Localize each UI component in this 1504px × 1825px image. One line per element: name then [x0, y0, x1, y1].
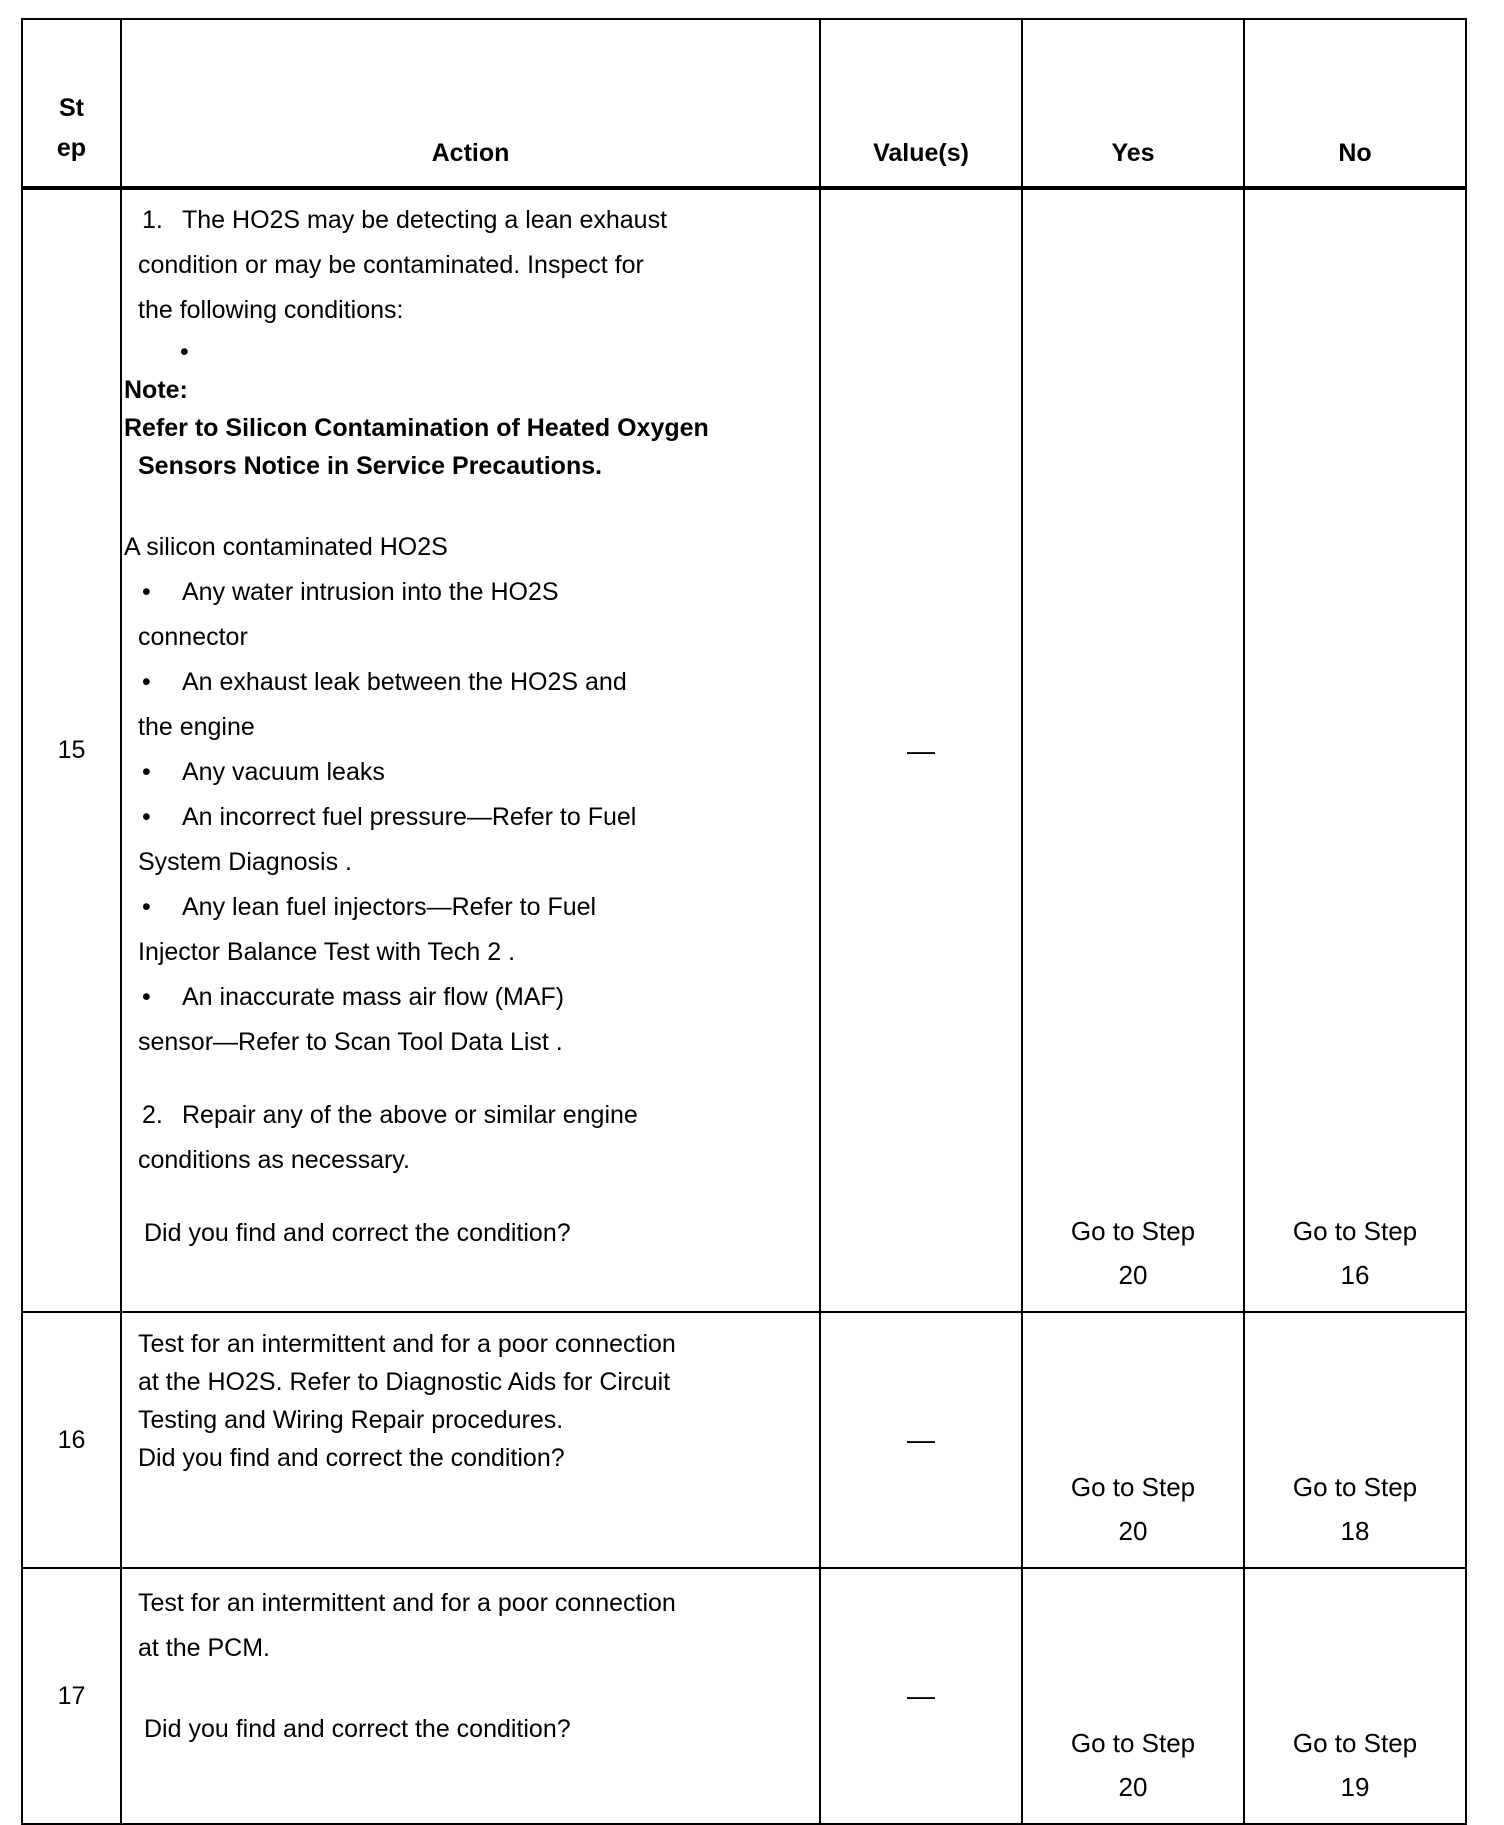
action-line	[122, 198, 811, 243]
bullet-continuation: connector	[138, 623, 248, 651]
action-question: Did you find and correct the condition?	[144, 1219, 571, 1247]
action-cell	[121, 1312, 820, 1568]
no-cell	[1244, 188, 1466, 1312]
bullet-item	[122, 660, 811, 705]
bullet-marker: •	[142, 668, 151, 696]
action-cell	[121, 1568, 820, 1824]
bullet-marker: •	[142, 803, 151, 831]
bullet-continuation: sensor—Refer to Scan Tool Data List .	[138, 1028, 563, 1056]
no-step-number: 18	[1340, 1516, 1370, 1546]
table-row-step-17	[22, 1568, 1466, 1824]
yes-go-to-label: Go to Step	[1070, 1472, 1196, 1502]
table-row-step-16	[22, 1312, 1466, 1568]
action-line: A silicon contaminated HO2S	[124, 533, 448, 561]
header-action: Action	[121, 19, 820, 188]
bullet-text: An incorrect fuel pressure—Refer to Fuel	[182, 803, 637, 831]
action-text: Repair any of the above or similar engine	[182, 1101, 638, 1129]
bullet-item	[122, 750, 811, 795]
list-number: 2.	[142, 1101, 163, 1129]
note-label: Note:	[124, 376, 188, 404]
bullet-item	[122, 795, 811, 840]
bullet-continuation: the engine	[138, 713, 255, 741]
yes-go-to-label: Go to Step	[1070, 1728, 1196, 1758]
yes-step-number: 20	[1118, 1516, 1148, 1546]
yes-cell	[1022, 1568, 1244, 1824]
no-step-number: 16	[1340, 1260, 1370, 1290]
no-cell	[1244, 1312, 1466, 1568]
header-yes: Yes	[1022, 19, 1244, 188]
action-line: at the PCM.	[138, 1634, 270, 1662]
value-cell: —	[820, 1312, 1022, 1568]
bullet-continuation: Injector Balance Test with Tech 2 .	[138, 938, 516, 966]
bullet-text: Any water intrusion into the HO2S	[182, 578, 559, 606]
note-text: Sensors Notice in Service Precautions.	[138, 452, 603, 480]
value-cell: —	[820, 1568, 1022, 1824]
no-step-number: 19	[1340, 1772, 1370, 1802]
bullet-marker: •	[180, 338, 189, 366]
bullet-text: An exhaust leak between the HO2S and	[182, 668, 627, 696]
bullet-item	[122, 975, 811, 1020]
bullet-continuation: System Diagnosis .	[138, 848, 352, 876]
bullet-marker: •	[142, 578, 151, 606]
action-question: Did you find and correct the condition?	[144, 1715, 571, 1743]
action-line: condition or may be contaminated. Inspect for	[138, 251, 644, 279]
header-no: No	[1244, 19, 1466, 188]
bullet-marker: •	[142, 893, 151, 921]
bullet-text: An inaccurate mass air flow (MAF)	[182, 983, 565, 1011]
header-row	[22, 19, 1466, 188]
yes-step-number: 20	[1118, 1772, 1148, 1802]
value-cell: —	[820, 188, 1022, 1312]
no-go-to-label: Go to Step	[1292, 1472, 1418, 1502]
bullet-text: Any vacuum leaks	[182, 758, 385, 786]
table-row-step-15	[22, 188, 1466, 1312]
step-number: 15	[22, 188, 121, 1312]
yes-step-number: 20	[1118, 1260, 1148, 1290]
action-cell	[121, 188, 820, 1312]
header-step-label: St ep	[56, 94, 87, 162]
no-go-to-label: Go to Step	[1292, 1728, 1418, 1758]
list-number: 1.	[142, 206, 163, 234]
no-go-to-label: Go to Step	[1292, 1216, 1418, 1246]
bullet-marker: •	[142, 758, 151, 786]
action-line: Test for an intermittent and for a poor connection	[138, 1330, 676, 1358]
action-question: Did you find and correct the condition?	[138, 1444, 565, 1472]
step-number: 17	[22, 1568, 121, 1824]
header-values: Value(s)	[820, 19, 1022, 188]
step-number: 16	[22, 1312, 121, 1568]
header-step	[22, 19, 121, 188]
bullet-item	[122, 570, 811, 615]
yes-cell	[1022, 188, 1244, 1312]
bullet-marker: •	[142, 983, 151, 1011]
note-text: Refer to Silicon Contamination of Heated Oxygen	[124, 414, 709, 442]
action-line: Testing and Wiring Repair procedures.	[138, 1406, 564, 1434]
yes-go-to-label: Go to Step	[1070, 1216, 1196, 1246]
yes-cell	[1022, 1312, 1244, 1568]
action-line: conditions as necessary.	[138, 1146, 410, 1174]
bullet-text: Any lean fuel injectors—Refer to Fuel	[182, 893, 597, 921]
bullet-item	[122, 885, 811, 930]
diagnostic-table	[21, 18, 1467, 1825]
no-cell	[1244, 1568, 1466, 1824]
action-line	[122, 1093, 811, 1138]
action-text: The HO2S may be detecting a lean exhaust	[182, 206, 668, 234]
action-line: at the HO2S. Refer to Diagnostic Aids for Circuit	[138, 1368, 671, 1396]
action-line: the following conditions:	[138, 296, 404, 324]
action-line: Test for an intermittent and for a poor connection	[138, 1589, 676, 1617]
